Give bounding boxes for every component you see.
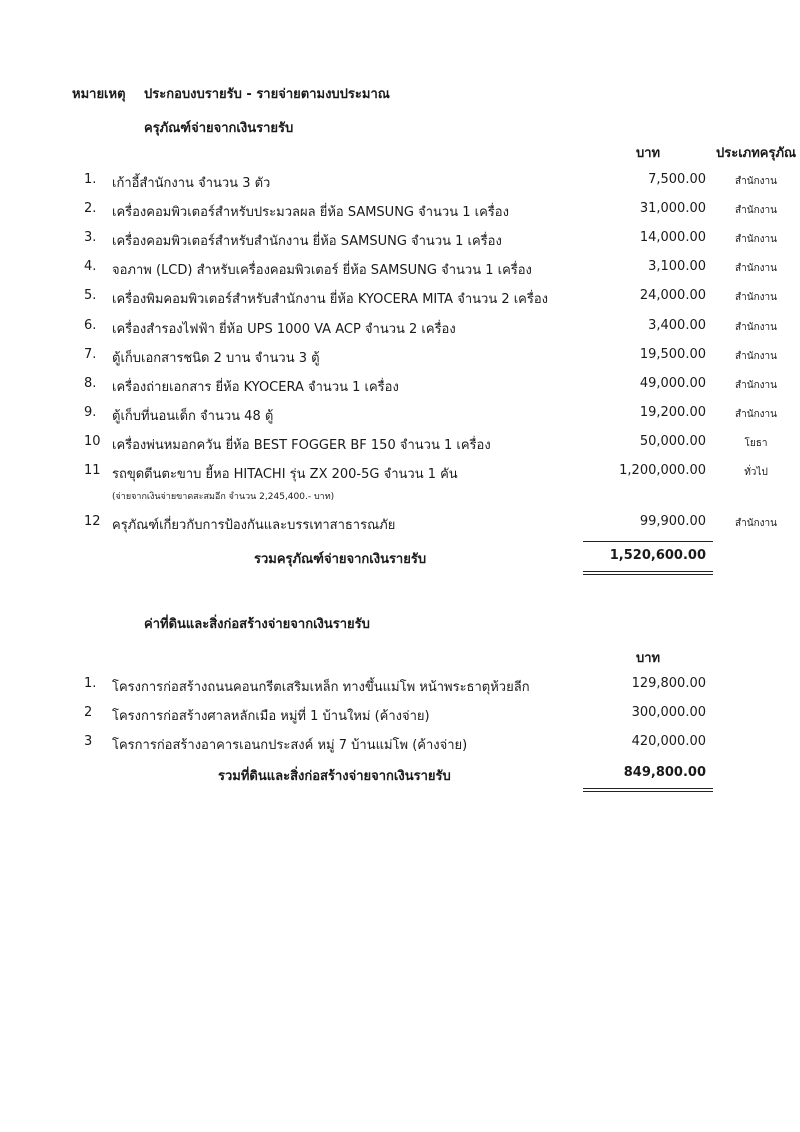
item-category: ทั่วไป [744,467,768,478]
item-category: สำนักงาน [735,176,777,187]
item-amount: 19,500.00 [639,347,706,362]
note-text: ประกอบงบรายรับ - รายจ่ายตามงบประมาณ [144,87,390,102]
item-category: สำนักงาน [735,380,777,391]
item-description: เครื่องถ่ายเอกสาร ยี่ห้อ KYOCERA จำนวน 1 เครื่อง [112,380,399,395]
item-category: สำนักงาน [735,263,777,274]
item-amount: 1,200,000.00 [619,463,706,478]
item-amount: 50,000.00 [639,434,706,449]
item-number: 10 [84,434,101,449]
item-number: 11 [84,463,101,478]
section1-total-rule-top [583,541,713,542]
item-category: สำนักงาน [735,234,777,245]
section1-total-label: รวมครุภัณฑ์จ่ายจากเงินรายรับ [254,552,427,567]
item-description: ตู้เก็บเอกสารชนิด 2 บาน จำนวน 3 ตู้ [112,351,320,366]
item-description: เครื่องคอมพิวเตอร์สำหรับสำนักงาน ยี่ห้อ SAMSUNG จำนวน 1 เครื่อง [112,234,502,249]
item-description: เครื่องพ่นหมอกควัน ยี่ห้อ BEST FOGGER BF 150 จำนวน 1 เครื่อง [112,438,491,453]
item-category: สำนักงาน [735,351,777,362]
item-number: 6. [84,318,97,333]
item-description: เครื่องคอมพิวเตอร์สำหรับประมวลผล ยี่ห้อ SAMSUNG จำนวน 1 เครื่อง [112,205,509,220]
section2-total-amount: 849,800.00 [623,765,706,780]
section2-total-rule-bottom [583,788,713,792]
item-amount: 49,000.00 [639,376,706,391]
item-amount: 14,000.00 [639,230,706,245]
item-number: 3. [84,230,97,245]
item-number: 2. [84,201,97,216]
section2-col-amount: บาท [636,651,661,666]
item-number: 2 [84,705,93,720]
item-category: สำนักงาน [735,205,777,216]
item-number: 7. [84,347,97,362]
item-amount: 3,400.00 [648,318,706,333]
item-number: 1. [84,676,97,691]
item-number: 8. [84,376,97,391]
item-sub-note: (จ่ายจากเงินจ่ายขาดสะสมอีก จำนวน 2,245,400.- บาท) [112,492,335,502]
section2-title: ค่าที่ดินและสิ่งก่อสร้างจ่ายจากเงินรายรับ [144,617,370,632]
item-category: สำนักงาน [735,409,777,420]
item-amount: 99,900.00 [639,514,706,529]
item-description: เก้าอี้สำนักงาน จำนวน 3 ตัว [112,176,271,191]
item-number: 12 [84,514,101,529]
item-amount: 24,000.00 [639,288,706,303]
item-description: ตู้เก็บที่นอนเด็ก จำนวน 48 ตู้ [112,409,274,424]
section1-col-category: ประเภทครุภัณ [716,146,797,161]
item-amount: 31,000.00 [639,201,706,216]
item-description: จอภาพ (LCD) สำหรับเครื่องคอมพิวเตอร์ ยี่ห้อ SAMSUNG จำนวน 1 เครื่อง [112,263,532,278]
section1-title: ครุภัณฑ์จ่ายจากเงินรายรับ [144,121,294,136]
item-description: รถขุดตีนตะขาบ ยี้หอ HITACHI รุ่น ZX 200-5G จำนวน 1 คัน [112,467,458,482]
section1-total-rule-bottom [583,571,713,575]
item-category: สำนักงาน [735,322,777,333]
item-amount: 19,200.00 [639,405,706,420]
item-description: โครงการก่อสร้างศาลหลักเมือ หมู่ที่ 1 บ้านใหม่ (ค้างจ่าย) [112,709,430,724]
section1-total-amount: 1,520,600.00 [609,548,706,563]
item-category: สำนักงาน [735,518,777,529]
item-description: โครงการก่อสร้างถนนคอนกรีตเสริมเหล็ก ทางขึ้นแม่โพ หน้าพระธาตุห้วยลีก [112,680,530,695]
item-number: 4. [84,259,97,274]
item-number: 1. [84,172,97,187]
item-amount: 7,500.00 [648,172,706,187]
item-description: เครื่องพิมคอมพิวเตอร์สำหรับสำนักงาน ยี่ห้อ KYOCERA MITA จำนวน 2 เครื่อง [112,292,549,307]
section1-col-amount: บาท [636,146,661,161]
item-description: ครุภัณฑ์เกี่ยวกับการป้องกันและบรรเทาสาธารณภัย [112,518,396,533]
item-amount: 420,000.00 [631,734,706,749]
item-amount: 129,800.00 [631,676,706,691]
item-description: เครื่องสำรองไฟฟ้า ยี่ห้อ UPS 1000 VA ACP จำนวน 2 เครื่อง [112,322,456,337]
item-category: โยธา [744,438,768,449]
item-number: 9. [84,405,97,420]
item-amount: 300,000.00 [631,705,706,720]
item-number: 5. [84,288,97,303]
section2-total-label: รวมที่ดินและสิ่งก่อสร้างจ่ายจากเงินรายรับ [218,769,451,784]
item-category: สำนักงาน [735,292,777,303]
note-label: หมายเหตุ [72,87,126,102]
item-description: โครการก่อสร้างอาคารเอนกประสงค์ หมู่ 7 บ้านแม่โพ (ค้างจ่าย) [112,738,468,753]
item-number: 3 [84,734,93,749]
item-amount: 3,100.00 [648,259,706,274]
